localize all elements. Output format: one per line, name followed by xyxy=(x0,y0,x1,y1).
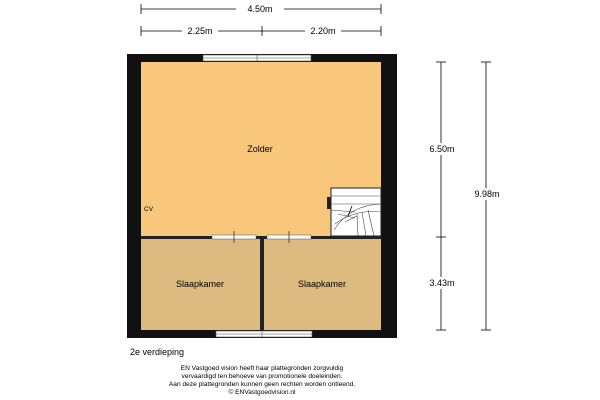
room-label-attic: Zolder xyxy=(247,144,273,154)
disclaimer-line-3: Aan deze plattegronden kunnen geen rechten worden ontleend. xyxy=(168,381,356,388)
staircase xyxy=(327,188,381,236)
dim-upper-height: 6.50m xyxy=(429,144,455,154)
disclaimer-line-1: EN Vastgoed vision heeft haar plattegronden zorgvuldig xyxy=(180,365,344,372)
dim-total-width: 4.50m xyxy=(247,4,273,14)
window-bottom xyxy=(216,331,312,337)
window-top xyxy=(203,55,311,61)
room-label-bedroom-left: Slaapkamer xyxy=(175,279,225,289)
floor-label: 2e verdieping xyxy=(130,347,185,357)
cv-label: CV xyxy=(144,206,154,213)
room-label-bedroom-right: Slaapkamer xyxy=(297,279,347,289)
disclaimer-line-2: vervaardigd ten behoeve van promotionele doeleinden. xyxy=(181,373,343,380)
dim-total-height: 9.98m xyxy=(474,189,500,199)
disclaimer xyxy=(169,365,355,396)
disclaimer-line-4: © ENVastgoedvision.nl xyxy=(228,389,296,396)
interior-wall-vertical xyxy=(260,236,264,330)
dim-lower-height: 3.43m xyxy=(429,278,455,288)
dim-left-width: 2.25m xyxy=(187,26,213,36)
dim-right-width: 2.20m xyxy=(310,26,336,36)
